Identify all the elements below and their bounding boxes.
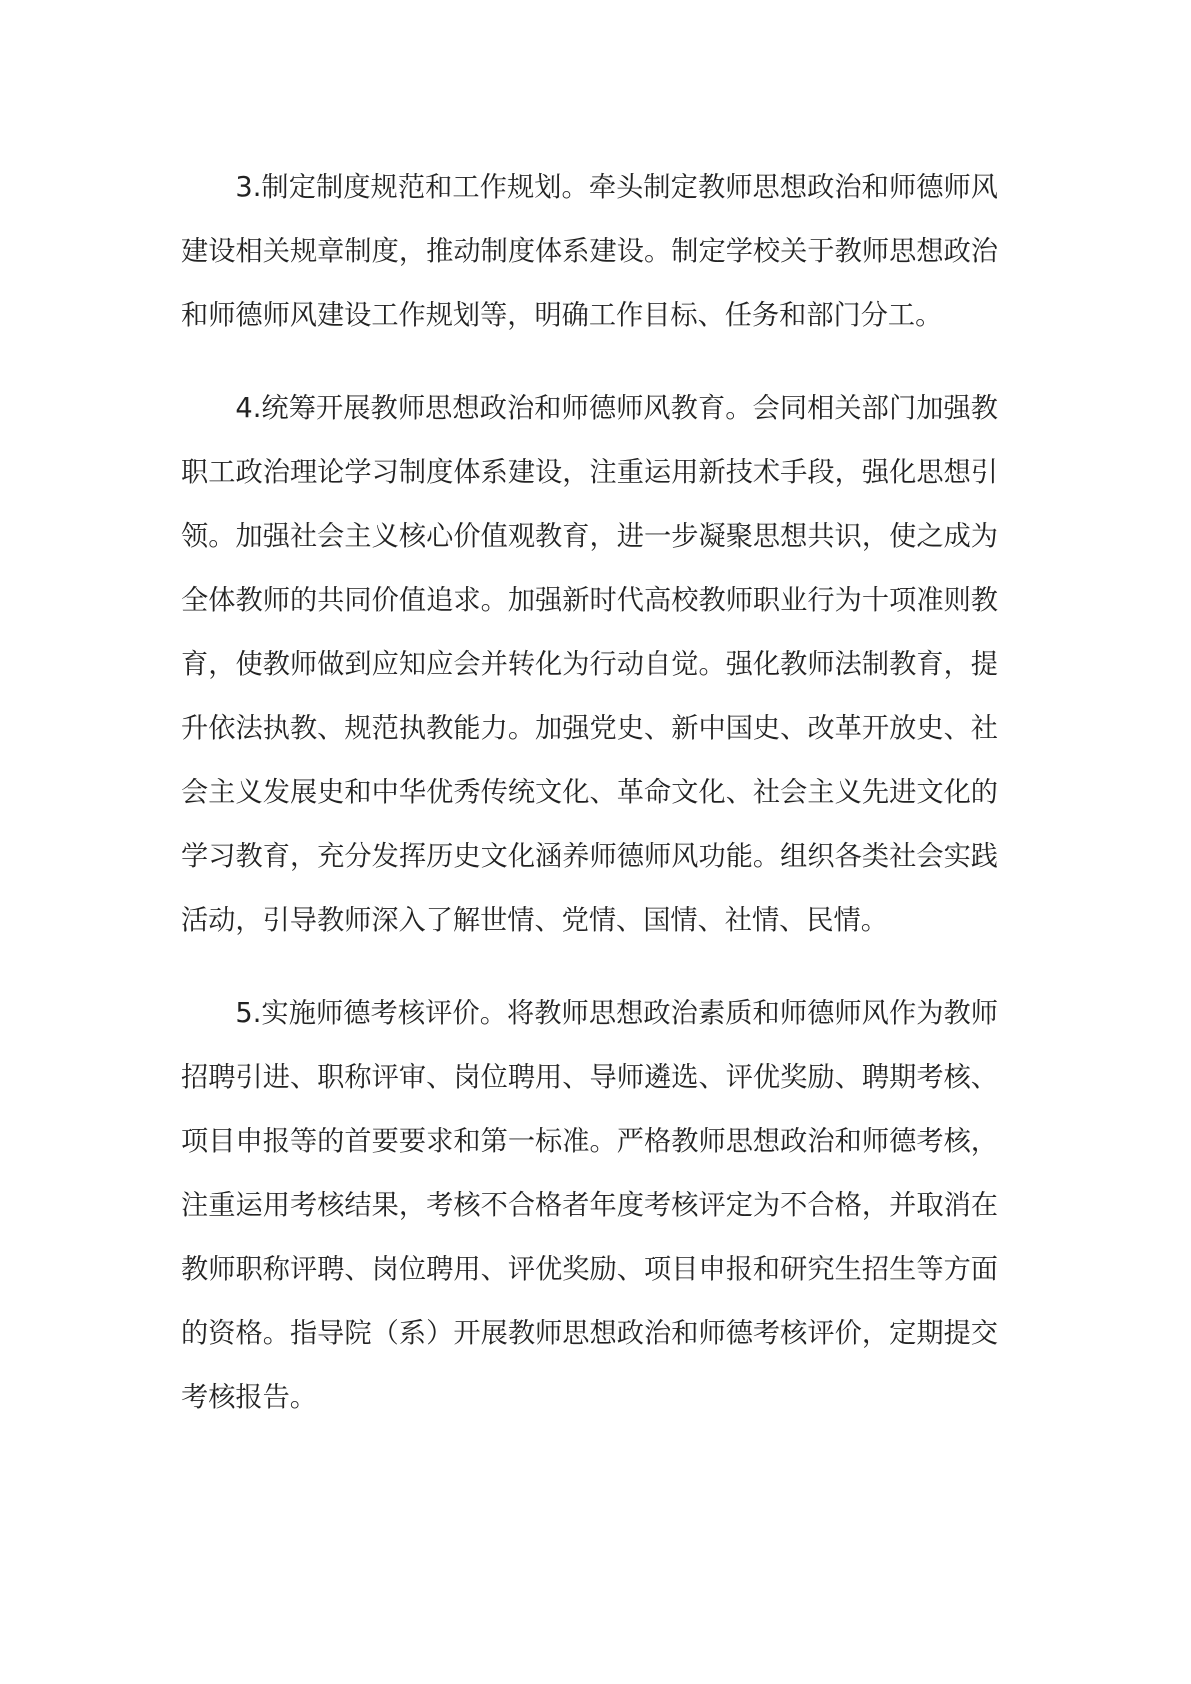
paragraph-item-3: 3.制定制度规范和工作规划。牵头制定教师思想政治和师德师风建设相关规章制度，推动制度体系建设。制定学校关于教师思想政治和师德师风建设工作规划等，明确工作目标、任务和部门分工。 (181, 172, 998, 331)
paragraph-item-5: 5.实施师德考核评价。将教师思想政治素质和师德师风作为教师招聘引进、职称评审、岗位聘用、导师遴选、评优奖励、聘期考核、项目申报等的首要要求和第一标准。严格教师思想政治和师德考核，注重运用考核结果，考核不合格者年度考核评定为不合格，并取消在教师职称评聘、岗位聘用、评优奖励、项目申报和研究生招生等方面的资格。指导院（系）开展教师思想政治和师德考核评价，定期提交考核报告。 (181, 998, 998, 1413)
document-body (181, 156, 998, 1459)
paragraph-item-4: 4.统筹开展教师思想政治和师德师风教育。会同相关部门加强教职工政治理论学习制度体系建设，注重运用新技术手段，强化思想引领。加强社会主义核心价值观教育，进一步凝聚思想共识，使之成为全体教师的共同价值追求。加强新时代高校教师职业行为十项准则教育，使教师做到应知应会并转化为行动自觉。强化教师法制教育，提升依法执教、规范执教能力。加强党史、新中国史、改革开放史、社会主义发展史和中华优秀传统文化、革命文化、社会主义先进文化的学习教育，充分发挥历史文化涵养师德师风功能。组织各类社会实践活动，引导教师深入了解世情、党情、国情、社情、民情。 (181, 393, 998, 936)
